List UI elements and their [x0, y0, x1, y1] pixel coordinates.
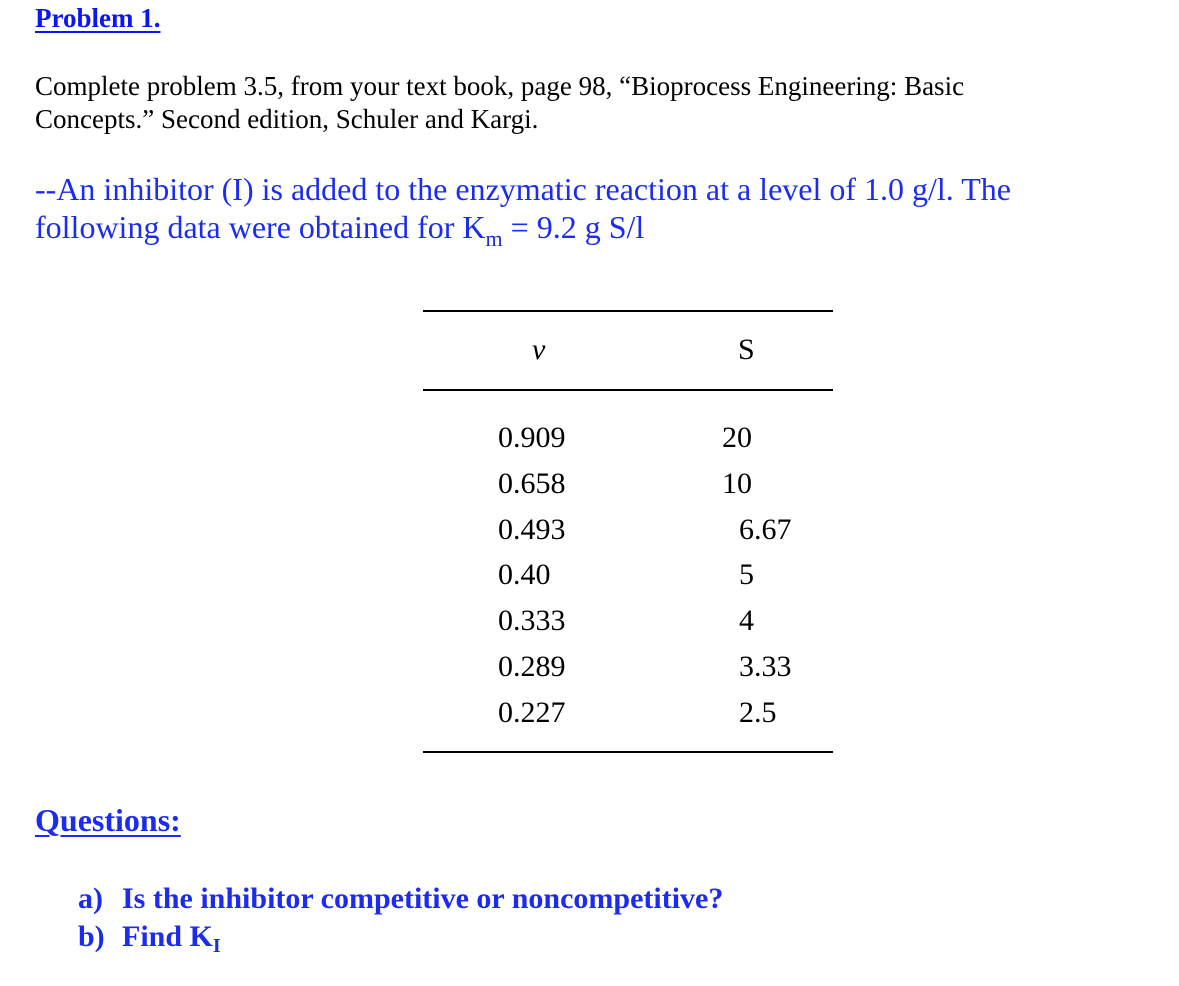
question-a-text: Is the inhibitor competitive or noncompetitive?: [122, 882, 724, 915]
given-line-1: --An inhibitor (I) is added to the enzymatic reaction at a level of 1.0 g/l. The: [35, 171, 1011, 207]
intro-line-2: Concepts.” Second edition, Schuler and Kargi.: [35, 104, 539, 134]
table-cell-v: 0.909: [498, 421, 566, 454]
question-b-marker: b): [78, 920, 105, 953]
questions-heading: Questions:: [35, 802, 181, 838]
given-line-2-prefix: following data were obtained for K: [35, 209, 486, 245]
ki-subscript: I: [212, 935, 221, 957]
table-bottom-rule: [423, 751, 833, 753]
table-cell-s: 3.33: [739, 649, 792, 683]
problem-title: Problem 1.: [35, 3, 161, 33]
given-line-2: [35, 208, 1011, 250]
table-cell-s: 2.5: [739, 695, 777, 729]
table-cell-s: 6.67: [739, 512, 792, 546]
question-b-text: Find K: [122, 920, 213, 953]
question-a: [78, 880, 723, 918]
km-subscript: m: [485, 226, 503, 251]
table-cell-s: 20: [722, 421, 752, 454]
intro-line-1: Complete problem 3.5, from your text book, page 98, “Bioprocess Engineering: Basic: [35, 71, 965, 101]
given-statement: [35, 170, 1011, 250]
table-cell-s: 4: [739, 604, 754, 638]
table-header-rule: [423, 389, 833, 391]
table-cell-v: 0.658: [498, 466, 566, 500]
column-v: [498, 415, 566, 736]
table-cell-s: 5: [739, 558, 754, 592]
table-cell-v: 0.493: [498, 512, 566, 546]
column-header-v: v: [532, 333, 546, 366]
problem-intro: [35, 70, 964, 136]
column-header-s: S: [738, 333, 755, 366]
table-cell-v: 0.40: [498, 558, 551, 592]
given-line-2-suffix: = 9.2 g S/l: [502, 209, 645, 245]
table-top-rule: [423, 310, 833, 312]
table-cell-s: 10: [722, 466, 752, 500]
questions-list: [78, 880, 723, 959]
question-a-marker: a): [78, 882, 103, 915]
table-cell-v: 0.227: [498, 695, 566, 729]
column-s: [722, 415, 792, 736]
table-cell-v: 0.289: [498, 649, 566, 683]
table-cell-v: 0.333: [498, 604, 566, 638]
question-b: [78, 918, 723, 959]
